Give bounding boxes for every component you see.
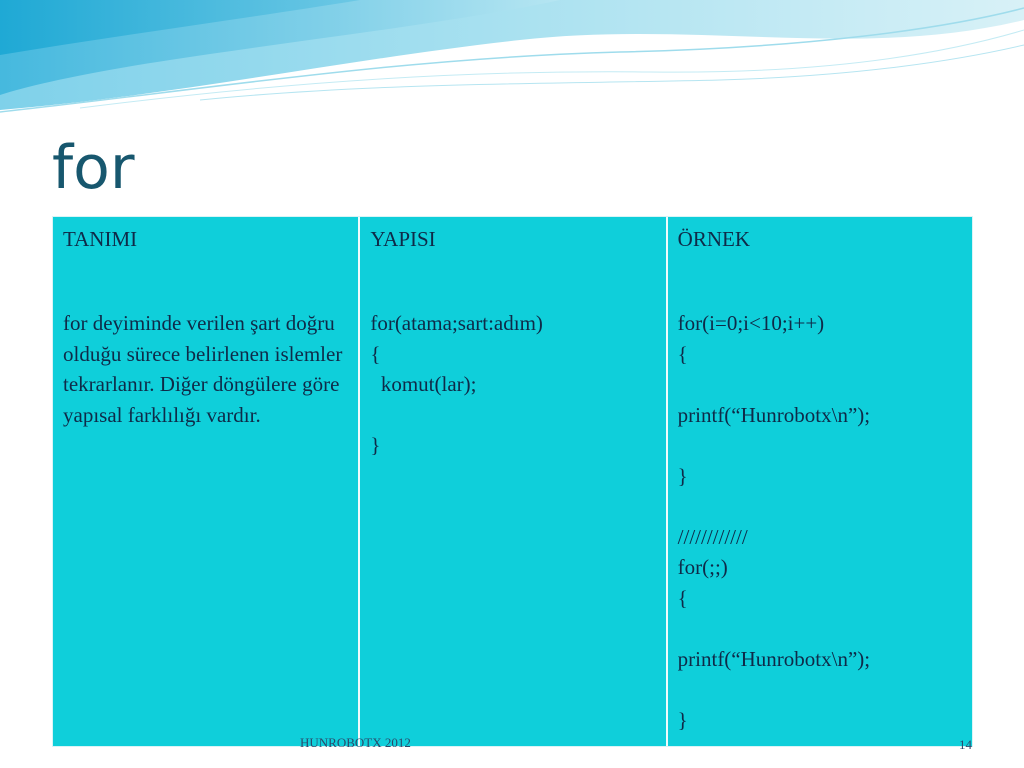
slide-title: for xyxy=(52,133,135,203)
page-number: 14 xyxy=(959,737,972,752)
table-column-definition xyxy=(53,217,358,746)
decorative-wave-banner xyxy=(0,0,1024,125)
column-body-structure: for(atama;sart:adım) { komut(lar); } xyxy=(370,311,543,457)
column-body-definition: for deyiminde verilen şart doğru olduğu sürece belirlenen islemler tekrarlanır. Diğer döngülere göre yapısal farklılığı vardır. xyxy=(63,311,343,427)
footer-text: HUNROBOTX 2012 xyxy=(300,735,411,750)
column-header-definition: TANIMI xyxy=(63,227,138,251)
column-body-example: for(i=0;i<10;i++) { printf(“Hunrobotx\n”); } //////////// for(;;) { printf(“Hunrobotx\n”); } xyxy=(677,311,871,732)
column-header-structure: YAPISI xyxy=(370,227,436,251)
table-column-example xyxy=(666,217,972,746)
column-header-example: ÖRNEK xyxy=(677,227,750,251)
table-column-structure xyxy=(358,217,665,746)
definition-table xyxy=(52,216,973,747)
